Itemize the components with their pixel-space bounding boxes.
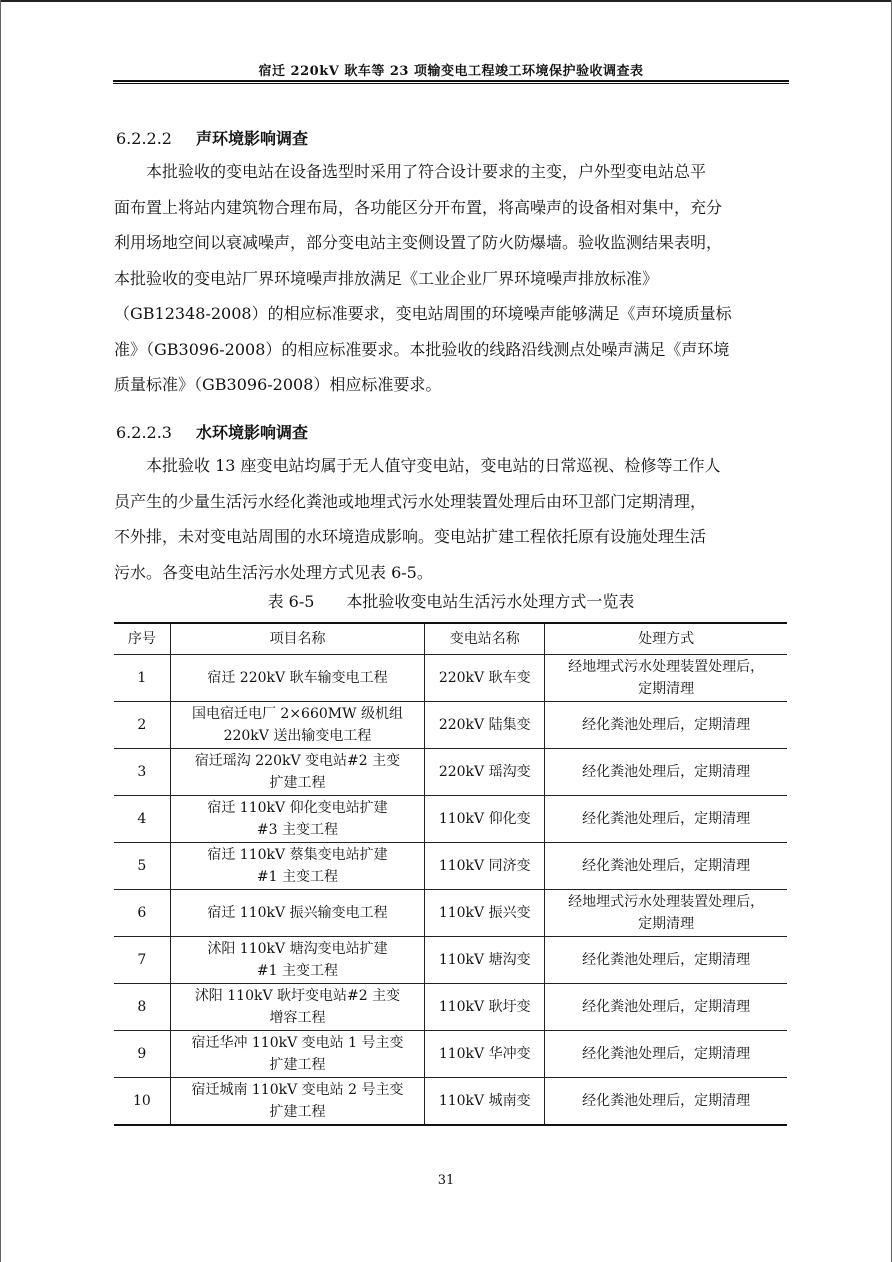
table-row [114, 1031, 787, 1078]
paragraph-line: 质量标准》（GB3096-2008）相应标准要求。 [114, 375, 442, 394]
cell-seq [114, 749, 170, 796]
table-row [114, 843, 787, 890]
paragraph-water [114, 448, 787, 590]
paragraph-line: （GB12348-2008）的相应标准要求，变电站周围的环境噪声能够满足《声环境质量标 [114, 304, 732, 323]
cell-project-name-text: 220kV 送出输变电工程 [223, 728, 372, 744]
cell-seq [114, 1031, 170, 1078]
paragraph-noise [114, 154, 787, 403]
cell-project-name [170, 984, 424, 1031]
cell-treatment-method [545, 702, 787, 749]
cell-station-name-text: 110kV 仰化变 [438, 811, 531, 827]
paragraph-line: 本批验收 13 座变电站均属于无人值守变电站，变电站的日常巡视、检修等工作人 [114, 456, 721, 475]
running-header: 宿迁 220kV 耿车等 23 项输变电工程竣工环境保护验收调查表 [258, 64, 644, 79]
cell-seq-text: 4 [137, 811, 147, 827]
cell-seq [114, 890, 170, 937]
cell-station-name [425, 749, 545, 796]
cell-treatment-method-text: 经化粪池处理后，定期清理 [582, 1046, 751, 1062]
cell-station-name [425, 1078, 545, 1126]
cell-project-name [170, 1078, 424, 1126]
cell-treatment-method [545, 843, 787, 890]
cell-station-name [425, 655, 545, 702]
section-number: 6.2.2.2 [116, 129, 172, 148]
section-title: 水环境影响调查 [196, 423, 309, 442]
cell-treatment-method [545, 890, 787, 937]
cell-station-name-text: 110kV 塘沟变 [438, 952, 531, 968]
cell-treatment-method-text: 经化粪池处理后，定期清理 [582, 999, 751, 1015]
cell-treatment-method [545, 1031, 787, 1078]
cell-project-name-text: 宿迁 110kV 蔡集变电站扩建 [207, 847, 388, 863]
section-heading-noise [116, 126, 308, 149]
cell-project-name-text: #3 主变工程 [256, 822, 339, 838]
cell-seq [114, 655, 170, 702]
paragraph-line: 本批验收的变电站厂界环境噪声排放满足《工业企业厂界环境噪声排放标准》 [114, 268, 659, 288]
cell-project-name [170, 702, 424, 749]
page-left-border [0, 0, 1, 1262]
cell-seq [114, 843, 170, 890]
cell-project-name-text: #1 主变工程 [256, 963, 339, 979]
cell-treatment-method-text: 经化粪池处理后，定期清理 [582, 764, 751, 780]
cell-seq [114, 937, 170, 984]
cell-seq-text: 8 [137, 999, 147, 1015]
table-row [114, 702, 787, 749]
cell-treatment-method-text: 经化粪池处理后，定期清理 [582, 717, 751, 733]
cell-seq-text: 9 [137, 1046, 147, 1062]
paragraph-line: 利用场地空间以衰减噪声，部分变电站主变侧设置了防火防爆墙。验收监测结果表明， [114, 233, 723, 252]
cell-treatment-method [545, 749, 787, 796]
cell-project-name-text: 宿迁 110kV 振兴输变电工程 [207, 905, 388, 921]
cell-seq-text: 6 [137, 905, 147, 921]
cell-station-name-text: 220kV 瑶沟变 [438, 764, 531, 780]
header-rule [113, 80, 789, 82]
cell-seq [114, 796, 170, 843]
cell-project-name [170, 890, 424, 937]
header-rule-thin [113, 83, 789, 84]
cell-project-name-text: 增容工程 [269, 1010, 326, 1026]
cell-project-name-text: 扩建工程 [269, 775, 326, 791]
cell-station-name-text: 220kV 耿车变 [438, 670, 531, 686]
cell-treatment-method-text: 定期清理 [638, 916, 695, 932]
table-row [114, 890, 787, 937]
cell-project-name-text: 沭阳 110kV 塘沟变电站扩建 [207, 941, 388, 957]
cell-treatment-method-text: 经化粪池处理后，定期清理 [582, 1093, 751, 1109]
page-number: 31 [437, 1173, 455, 1188]
cell-treatment-method [545, 1078, 787, 1126]
cell-seq-text: 5 [137, 858, 147, 874]
paragraph-line: 面布置上将站内建筑物合理布局，各功能区分开布置，将高噪声的设备相对集中，充分 [114, 197, 723, 217]
cell-project-name-text: #1 主变工程 [256, 869, 339, 885]
cell-seq-text: 2 [137, 717, 147, 733]
cell-treatment-method [545, 796, 787, 843]
cell-project-name-text: 宿迁 110kV 仰化变电站扩建 [207, 800, 388, 816]
cell-station-name [425, 937, 545, 984]
table-header-row [114, 623, 787, 655]
paragraph-line: 污水。各变电站生活污水处理方式见表 6-5。 [114, 562, 433, 582]
section-heading-water [116, 420, 308, 443]
column-header-seq: 序号 [114, 623, 170, 655]
cell-station-name [425, 843, 545, 890]
paragraph-line: 本批验收的变电站在设备选型时采用了符合设计要求的主变，户外型变电站总平 [114, 162, 707, 181]
cell-station-name-text: 110kV 华冲变 [438, 1046, 531, 1062]
table-body [114, 655, 787, 1126]
cell-treatment-method [545, 655, 787, 702]
cell-seq-text: 10 [132, 1093, 151, 1109]
cell-station-name [425, 890, 545, 937]
table-row [114, 984, 787, 1031]
table-row [114, 655, 787, 702]
cell-station-name [425, 702, 545, 749]
cell-project-name [170, 796, 424, 843]
cell-project-name-text: 宿迁瑶沟 220kV 变电站#2 主变 [194, 753, 401, 769]
column-header-station: 变电站名称 [425, 623, 545, 655]
cell-project-name [170, 749, 424, 796]
cell-treatment-method-text: 定期清理 [638, 681, 695, 697]
table-row [114, 796, 787, 843]
table-row [114, 937, 787, 984]
cell-project-name-text: 扩建工程 [269, 1057, 326, 1073]
cell-seq [114, 702, 170, 749]
cell-treatment-method-text: 经地埋式污水处理装置处理后， [568, 659, 765, 675]
cell-treatment-method [545, 937, 787, 984]
paragraph-line: 员产生的少量生活污水经化粪池或地埋式污水处理装置处理后由环卫部门定期清理， [114, 491, 707, 511]
cell-seq-text: 3 [137, 764, 147, 780]
cell-seq [114, 984, 170, 1031]
cell-project-name-text: 国电宿迁电厂 2×660MW 级机组 [191, 706, 403, 722]
cell-project-name-text: 沭阳 110kV 耿圩变电站#2 主变 [194, 988, 401, 1004]
cell-station-name [425, 796, 545, 843]
cell-treatment-method-text: 经地埋式污水处理装置处理后， [568, 894, 765, 910]
column-header-project: 项目名称 [170, 623, 424, 655]
cell-station-name [425, 1031, 545, 1078]
cell-project-name-text: 宿迁 220kV 耿车输变电工程 [207, 670, 388, 686]
cell-project-name [170, 655, 424, 702]
cell-project-name-text: 扩建工程 [269, 1104, 326, 1120]
cell-station-name-text: 220kV 陆集变 [438, 717, 531, 733]
section-title: 声环境影响调查 [196, 129, 309, 148]
cell-seq-text: 7 [137, 952, 147, 968]
cell-project-name-text: 宿迁城南 110kV 变电站 2 号主变 [191, 1082, 404, 1098]
cell-treatment-method [545, 984, 787, 1031]
cell-station-name-text: 110kV 城南变 [438, 1093, 531, 1109]
cell-seq-text: 1 [137, 670, 147, 686]
cell-project-name [170, 1031, 424, 1078]
column-header-method: 处理方式 [545, 623, 787, 655]
table-row [114, 1078, 787, 1126]
section-number: 6.2.2.3 [116, 423, 172, 442]
table-caption: 表 6-5 本批验收变电站生活污水处理方式一览表 [267, 592, 635, 611]
cell-treatment-method-text: 经化粪池处理后，定期清理 [582, 811, 751, 827]
paragraph-line: 不外排，未对变电站周围的水环境造成影响。变电站扩建工程依托原有设施处理生活 [114, 527, 707, 546]
cell-treatment-method-text: 经化粪池处理后，定期清理 [582, 952, 751, 968]
cell-project-name [170, 843, 424, 890]
cell-seq [114, 1078, 170, 1126]
page-top-border [0, 0, 892, 2]
cell-station-name-text: 110kV 振兴变 [438, 905, 531, 921]
table-row [114, 749, 787, 796]
paragraph-line: 准》（GB3096-2008）的相应标准要求。本批验收的线路沿线测点处噪声满足《声环境 [114, 339, 730, 359]
cell-station-name-text: 110kV 同济变 [438, 858, 531, 874]
cell-station-name [425, 984, 545, 1031]
sewage-treatment-table [114, 622, 787, 1126]
cell-project-name-text: 宿迁华冲 110kV 变电站 1 号主变 [191, 1035, 404, 1051]
cell-station-name-text: 110kV 耿圩变 [438, 999, 531, 1015]
cell-project-name [170, 937, 424, 984]
cell-treatment-method-text: 经化粪池处理后，定期清理 [582, 858, 751, 874]
